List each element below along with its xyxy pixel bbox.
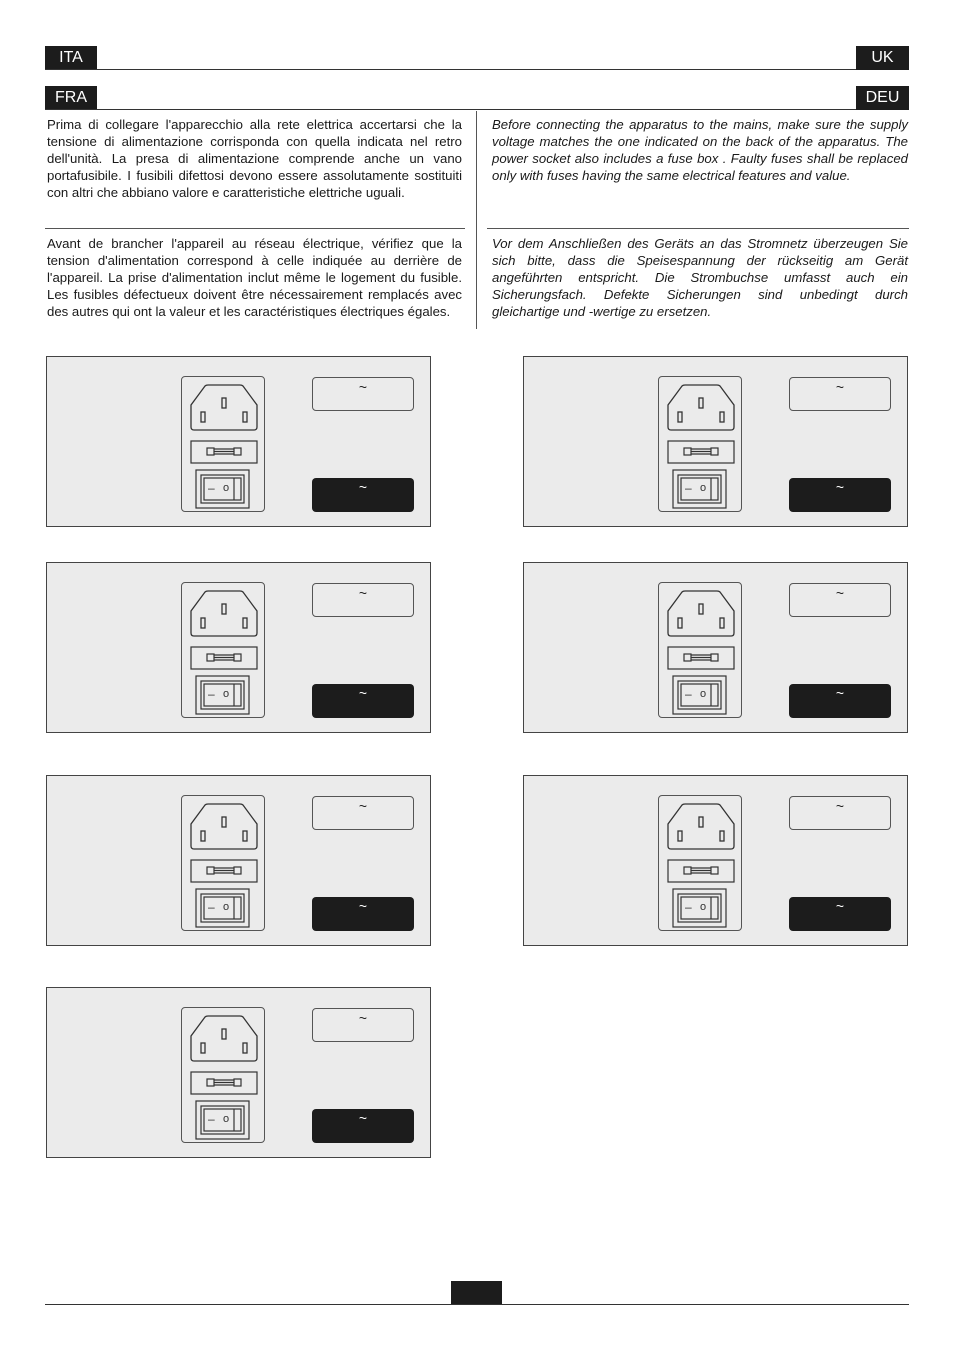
lang-tag-uk: UK [856,46,909,70]
rear-panel-1 [46,356,431,527]
rear-panel-2 [523,356,908,527]
voltage-label-lower: ~ [312,684,414,718]
rear-panel-4 [523,562,908,733]
voltage-label-upper: ~ [312,796,414,830]
iec-socket-icon [191,591,257,636]
switch-on-symbol: o [223,1113,230,1125]
voltage-label-upper: ~ [312,377,414,411]
switch-off-symbol: – [685,481,692,495]
power-inlet-module [658,795,742,931]
iec-socket-icon [191,1016,257,1061]
voltage-label-upper: ~ [789,796,891,830]
rear-panel-6 [523,775,908,946]
voltage-label-upper: ~ [312,583,414,617]
switch-off-symbol: – [685,900,692,914]
rear-panel-5 [46,775,431,946]
paragraph-fra: Avant de brancher l'appareil au réseau électrique, vérifiez que la tension d'alimentation correspond à celle indiquée au derrière de l'appareil. La prise d'alimentation inclut même le logement du fusible. Les fusibles défectueux doivent être nécessairement remplacés avec des autres qui ont la valeur et les caractéristiques électriques égales. [47,236,462,319]
switch-off-symbol: – [208,1112,215,1126]
iec-socket-icon [668,804,734,849]
column-divider [476,111,477,329]
fuse-holder-icon [191,647,257,669]
fuse-holder-icon [668,647,734,669]
power-inlet-module [181,1007,265,1143]
voltage-label-lower: ~ [312,897,414,931]
divider-left [45,228,465,229]
switch-on-symbol: o [700,482,707,494]
iec-socket-icon [668,385,734,430]
fuse-holder-icon [668,441,734,463]
rear-panel-3 [46,562,431,733]
page-number-tab [451,1281,502,1304]
voltage-label-lower: ~ [789,897,891,931]
divider-right [487,228,909,229]
switch-off-symbol: – [208,900,215,914]
voltage-label-upper: ~ [789,583,891,617]
paragraph-uk: Before connecting the apparatus to the mains, make sure the supply voltage matches the one indicated on the back of the apparatus. The power socket also includes a fuse box . Faulty fuses shall be replaced only with fuses having the same electrical features and value. [492,117,908,183]
iec-socket-icon [191,804,257,849]
switch-on-symbol: o [223,688,230,700]
voltage-label-lower: ~ [312,478,414,512]
switch-off-symbol: – [685,687,692,701]
switch-on-symbol: o [223,901,230,913]
voltage-label-lower: ~ [789,684,891,718]
rear-panel-7 [46,987,431,1158]
voltage-label-upper: ~ [789,377,891,411]
voltage-label-lower: ~ [312,1109,414,1143]
power-inlet-module [181,582,265,718]
switch-off-symbol: – [208,687,215,701]
iec-socket-icon [668,591,734,636]
header-rule-fra-deu [45,109,909,110]
fuse-holder-icon [191,1072,257,1094]
fuse-holder-icon [191,441,257,463]
lang-tag-fra: FRA [45,86,97,110]
iec-socket-icon [191,385,257,430]
switch-on-symbol: o [700,901,707,913]
paragraph-ita: Prima di collegare l'apparecchio alla rete elettrica accertarsi che la tensione di alimentazione corrisponda con quella indicata nel retro dell'unità. La presa di alimentazione comprende anche un vano portafusibile. I fusibili difettosi devono essere assolutamente sostituiti con altri che abbiano valore e caratteristiche elettriche uguali. [47,117,462,200]
switch-on-symbol: o [223,482,230,494]
lang-tag-ita: ITA [45,46,97,70]
header-rule-ita-uk [45,69,909,70]
switch-off-symbol: – [208,481,215,495]
power-inlet-module [181,795,265,931]
fuse-holder-icon [191,860,257,882]
voltage-label-upper: ~ [312,1008,414,1042]
power-inlet-module [181,376,265,512]
paragraph-deu: Vor dem Anschließen des Geräts an das Stromnetz überzeugen Sie sich bitte, dass die Speisespannung der rückseitig am Gerät angeführten entspricht. Die Strombuchse umfasst auch ein Sicherungsfach. Defekte Sicherungen sind unbedingt durch gleichartige und -wertige zu ersetzen. [492,236,908,319]
fuse-holder-icon [668,860,734,882]
footer-rule [45,1304,909,1305]
power-inlet-module [658,582,742,718]
voltage-label-lower: ~ [789,478,891,512]
switch-on-symbol: o [700,688,707,700]
lang-tag-deu: DEU [856,86,909,110]
power-inlet-module [658,376,742,512]
